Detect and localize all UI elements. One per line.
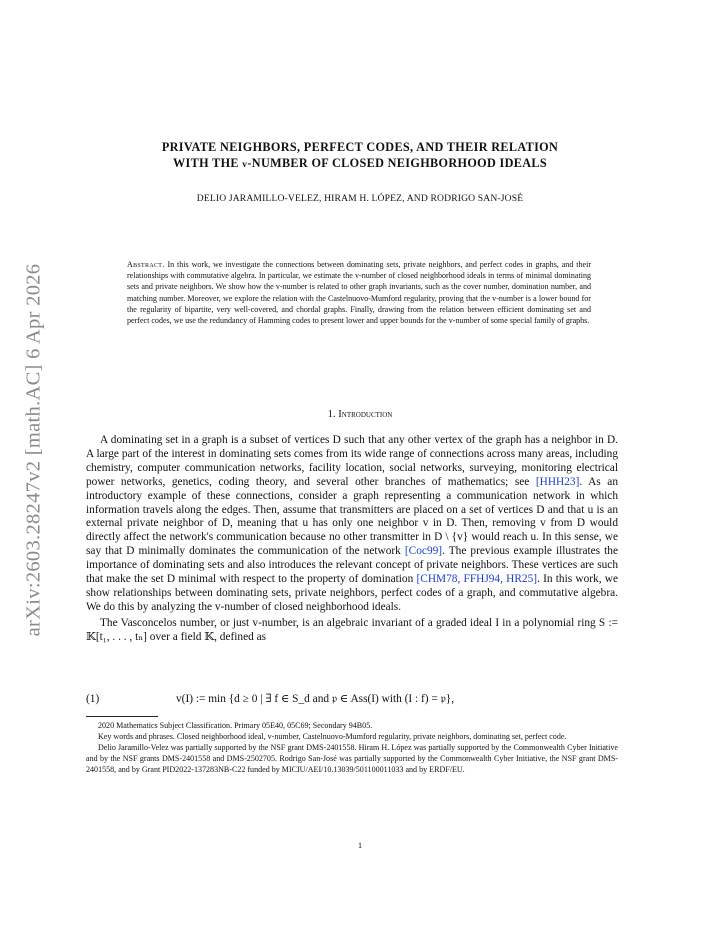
page-number: 1 bbox=[357, 840, 363, 850]
citation-link[interactable]: [Coc99] bbox=[404, 545, 443, 558]
citation-link[interactable]: [CHM78, FFHJ94, HR25] bbox=[416, 573, 538, 586]
footnote-funding: Delio Jaramillo-Velez was partially supported by the NSF grant DMS-2401558. Hiram H. López was partially supported by the Commonwealth Cyber Initiative and by the NSF grants DMS-2401558 and DMS-2502705. Rodrigo San-José was partially supported by the Commonwealth Cyber Initiative, the NSF grant DMS-2401558, and by Grant PID2022-137283NB-C22 funded by MICIU/AEI/10.13039/501100011033 and by ERDF/EU. bbox=[86, 742, 618, 774]
section-title: Introduction bbox=[338, 409, 393, 420]
footnote-msc: 2020 Mathematics Subject Classification. Primary 05E40, 05C69; Secondary 94B05. bbox=[98, 721, 373, 730]
section-number: 1. bbox=[327, 409, 336, 420]
paragraph-1: A dominating set in a graph is a subset of vertices D such that any other vertex of the graph has a neighbor in D. A large part of the interest in dominating sets comes from its wide range of connections across many areas, including chemistry, computer communication networks, facility location, social networks, surveying, monitoring electrical power networks, genetics, coding theory, and several other branches of mathematics; see [HHH23]. As an introductory example of these connections, consider a graph representing a communication network in which information travels along the edges. Then, assume that transmitters are placed on a set of vertices D and that u is an external private neighbor of D, meaning that u has only one neighbor v in D. Then, removing v from D would directly affect the network's communication because no other transmitter in D \ {v} would reach u. In this sense, we say that D minimally dominates the communication of the network [Coc99]. The previous example illustrates the importance of dominating sets and also introduces the relevant concept of private neighbors. These vertices are such that make the set D minimal with respect to the property of domination [CHM78, FFHJ94, HR25]. In this work, we show relationships between dominating sets, private neighbors, perfect codes of a graph, and commutative algebra. We do this by analyzing the v-number of closed neighborhood ideals. bbox=[86, 434, 618, 613]
abstract-text: In this work, we investigate the connections between dominating sets, private neighbors, and perfect codes in graphs, and their relationships with commutative algebra. In particular, we estimate the v-number of closed neighborhood ideals in terms of minimal dominating sets and private neighbors. We show how the v-number is related to other graph invariants, such as the cover number, domination number, and matching number. Moreover, we explore the relation with the Castelnuovo-Mumford regularity, proving that the v-number is a lower bound for the regularity of bipartite, very well-covered, and chordal graphs. Finally, drawing from the relation between efficient dominating set and perfect codes, we use the redundancy of Hamming codes to present lower and upper bounds for the v-number of some special family of graphs. bbox=[127, 260, 592, 326]
paper-title bbox=[90, 139, 630, 173]
arxiv-sidebar-stamp bbox=[14, 240, 54, 660]
title-line-2: WITH THE v-NUMBER OF CLOSED NEIGHBORHOOD IDEALS bbox=[172, 156, 548, 170]
footnote-keywords: Key words and phrases. Closed neighborhood ideal, v-number, Castelnuovo-Mumford regularity, private neighbors, dominating set, perfect code. bbox=[98, 731, 567, 741]
section-heading bbox=[90, 409, 630, 420]
citation-link[interactable]: [HHH23] bbox=[535, 475, 580, 488]
abstract-heading: Abstract. bbox=[127, 260, 165, 269]
author-list: DELIO JARAMILLO-VELEZ, HIRAM H. LÓPEZ, AND RODRIGO SAN-JOSÉ bbox=[196, 193, 524, 204]
equation-number: (1) bbox=[86, 693, 100, 705]
abstract bbox=[127, 259, 591, 326]
main-text bbox=[86, 434, 618, 645]
paragraph-2: The Vasconcelos number, or just v-number, is an algebraic invariant of a graded ideal I in a polynomial ring S := 𝕂[t₁, . . . , tₙ] over a field 𝕂, defined as bbox=[86, 616, 618, 643]
equation-body: v(I) := min {d ≥ 0 | ∃ f ∈ S_d and 𝔭 ∈ Ass(I) with (I : f) = 𝔭}, bbox=[176, 693, 455, 705]
title-line-1: PRIVATE NEIGHBORS, PERFECT CODES, AND THEIR RELATION bbox=[161, 140, 559, 154]
footnotes bbox=[86, 721, 618, 776]
arxiv-identifier: arXiv:2603.28247v2 [math.AC] 6 Apr 2026 bbox=[22, 263, 45, 637]
footnote-rule bbox=[86, 716, 158, 717]
